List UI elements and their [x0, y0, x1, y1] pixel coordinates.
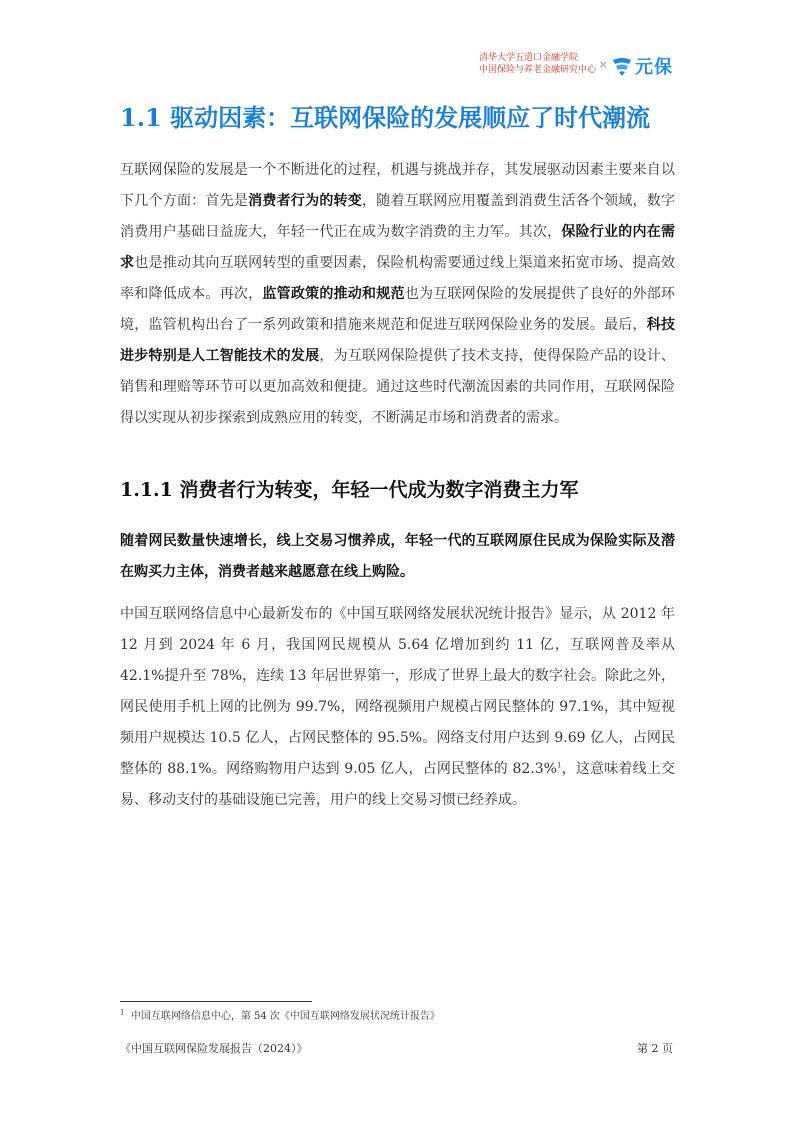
footer-report-title: 《中国互联网保险发展报告（2024）》	[120, 1042, 308, 1055]
paragraph-text: 也是推动其向互联网转型的重要因素，保险机构需要通过线上渠道来拓宽市场、提高效率和降低成本。再次，	[120, 255, 676, 302]
yuanbao-logo-icon	[611, 55, 633, 77]
emphasis-text: 监管政策的推动和规范	[262, 286, 405, 302]
footnote-ref[interactable]: 1	[556, 761, 562, 770]
header-separator: ×	[598, 58, 608, 71]
footnote-text: 中国互联网络信息中心，第 54 次《中国互联网络发展状况统计报告》	[130, 1011, 440, 1022]
subsection-title: 1.1.1 消费者行为转变，年轻一代成为数字消费主力军	[120, 479, 579, 501]
brand-logo	[611, 53, 673, 79]
page-number: 第 2 页	[637, 1042, 673, 1055]
subsection-body	[120, 599, 675, 816]
body-text-tail: ，这意味着线上交易、移动支付的基础设施已完善，用户的线上交易习惯已经养成。	[120, 761, 676, 808]
section-title: 1.1 驱动因素：互联网保险的发展顺应了时代潮流	[120, 103, 651, 132]
institution-line-2: 中国保险与养老金融研究中心	[478, 65, 596, 75]
footnote-divider	[120, 1001, 312, 1002]
paragraph-text: 也为互联网保险的发展提供了良好的外部环境，监管机构出台了一系列政策和措施来规范和促进互联网保险业务的发展。最后，	[120, 286, 676, 333]
section-paragraph	[120, 155, 675, 434]
footnote	[120, 1007, 440, 1022]
emphasis-text: 保险行业的内在需求	[120, 224, 676, 271]
institution-line-1: 清华大学五道口金融学院	[478, 53, 578, 63]
emphasis-text: 科技进步特别是人工智能技术的发展	[120, 317, 676, 364]
footnote-number: 1	[120, 1008, 125, 1017]
logo-text: 元保	[635, 57, 673, 78]
body-text: 中国互联网络信息中心最新发布的《中国互联网络发展状况统计报告》显示，从 2012 年 12 月到 2024 年 6 月，我国网民规模从 5.64 亿增加到约 11 亿，互联网普及率从 42.1%提升至 78%，连续 13 年居世界第一，形成了世界上最大的数字社会。除此之外，网民使用手机上网的比例为 99.7%，网络视频用户规模占网民整体的 97.1%，其中短视频用户规模达 10.5 亿人，占网民整体的 95.5%。网络支付用户达到 9.69 亿人，占网民整体的 88.1%。网络购物用户达到 9.05 亿人，占网民整体的 82.3%	[120, 606, 675, 777]
subsection-lead: 随着网民数量快速增长，线上交易习惯养成，年轻一代的互联网原住民成为保险实际及潜在购买力主体，消费者越来越愿意在线上购险。	[120, 533, 675, 580]
emphasis-text: 消费者行为的转变	[248, 193, 363, 209]
paragraph-text: ，为互联网保险提供了技术支持，使得保险产品的设计、销售和理赔等环节可以更加高效和便捷。通过这些时代潮流因素的共同作用，互联网保险得以实现从初步探索到成熟应用的转变，不断满足市场和消费者的需求。	[120, 348, 676, 426]
header-institution	[479, 52, 596, 76]
paragraph-text: 互联网保险的发展是一个不断进化的过程，机遇与挑战并存，其发展驱动因素主要来自以下几个方面：首先是	[120, 162, 675, 209]
paragraph-text: ，随着互联网应用覆盖到消费生活各个领域，数字消费用户基础日益庞大，年轻一代正在成为数字消费的主力军。其次，	[120, 193, 676, 240]
